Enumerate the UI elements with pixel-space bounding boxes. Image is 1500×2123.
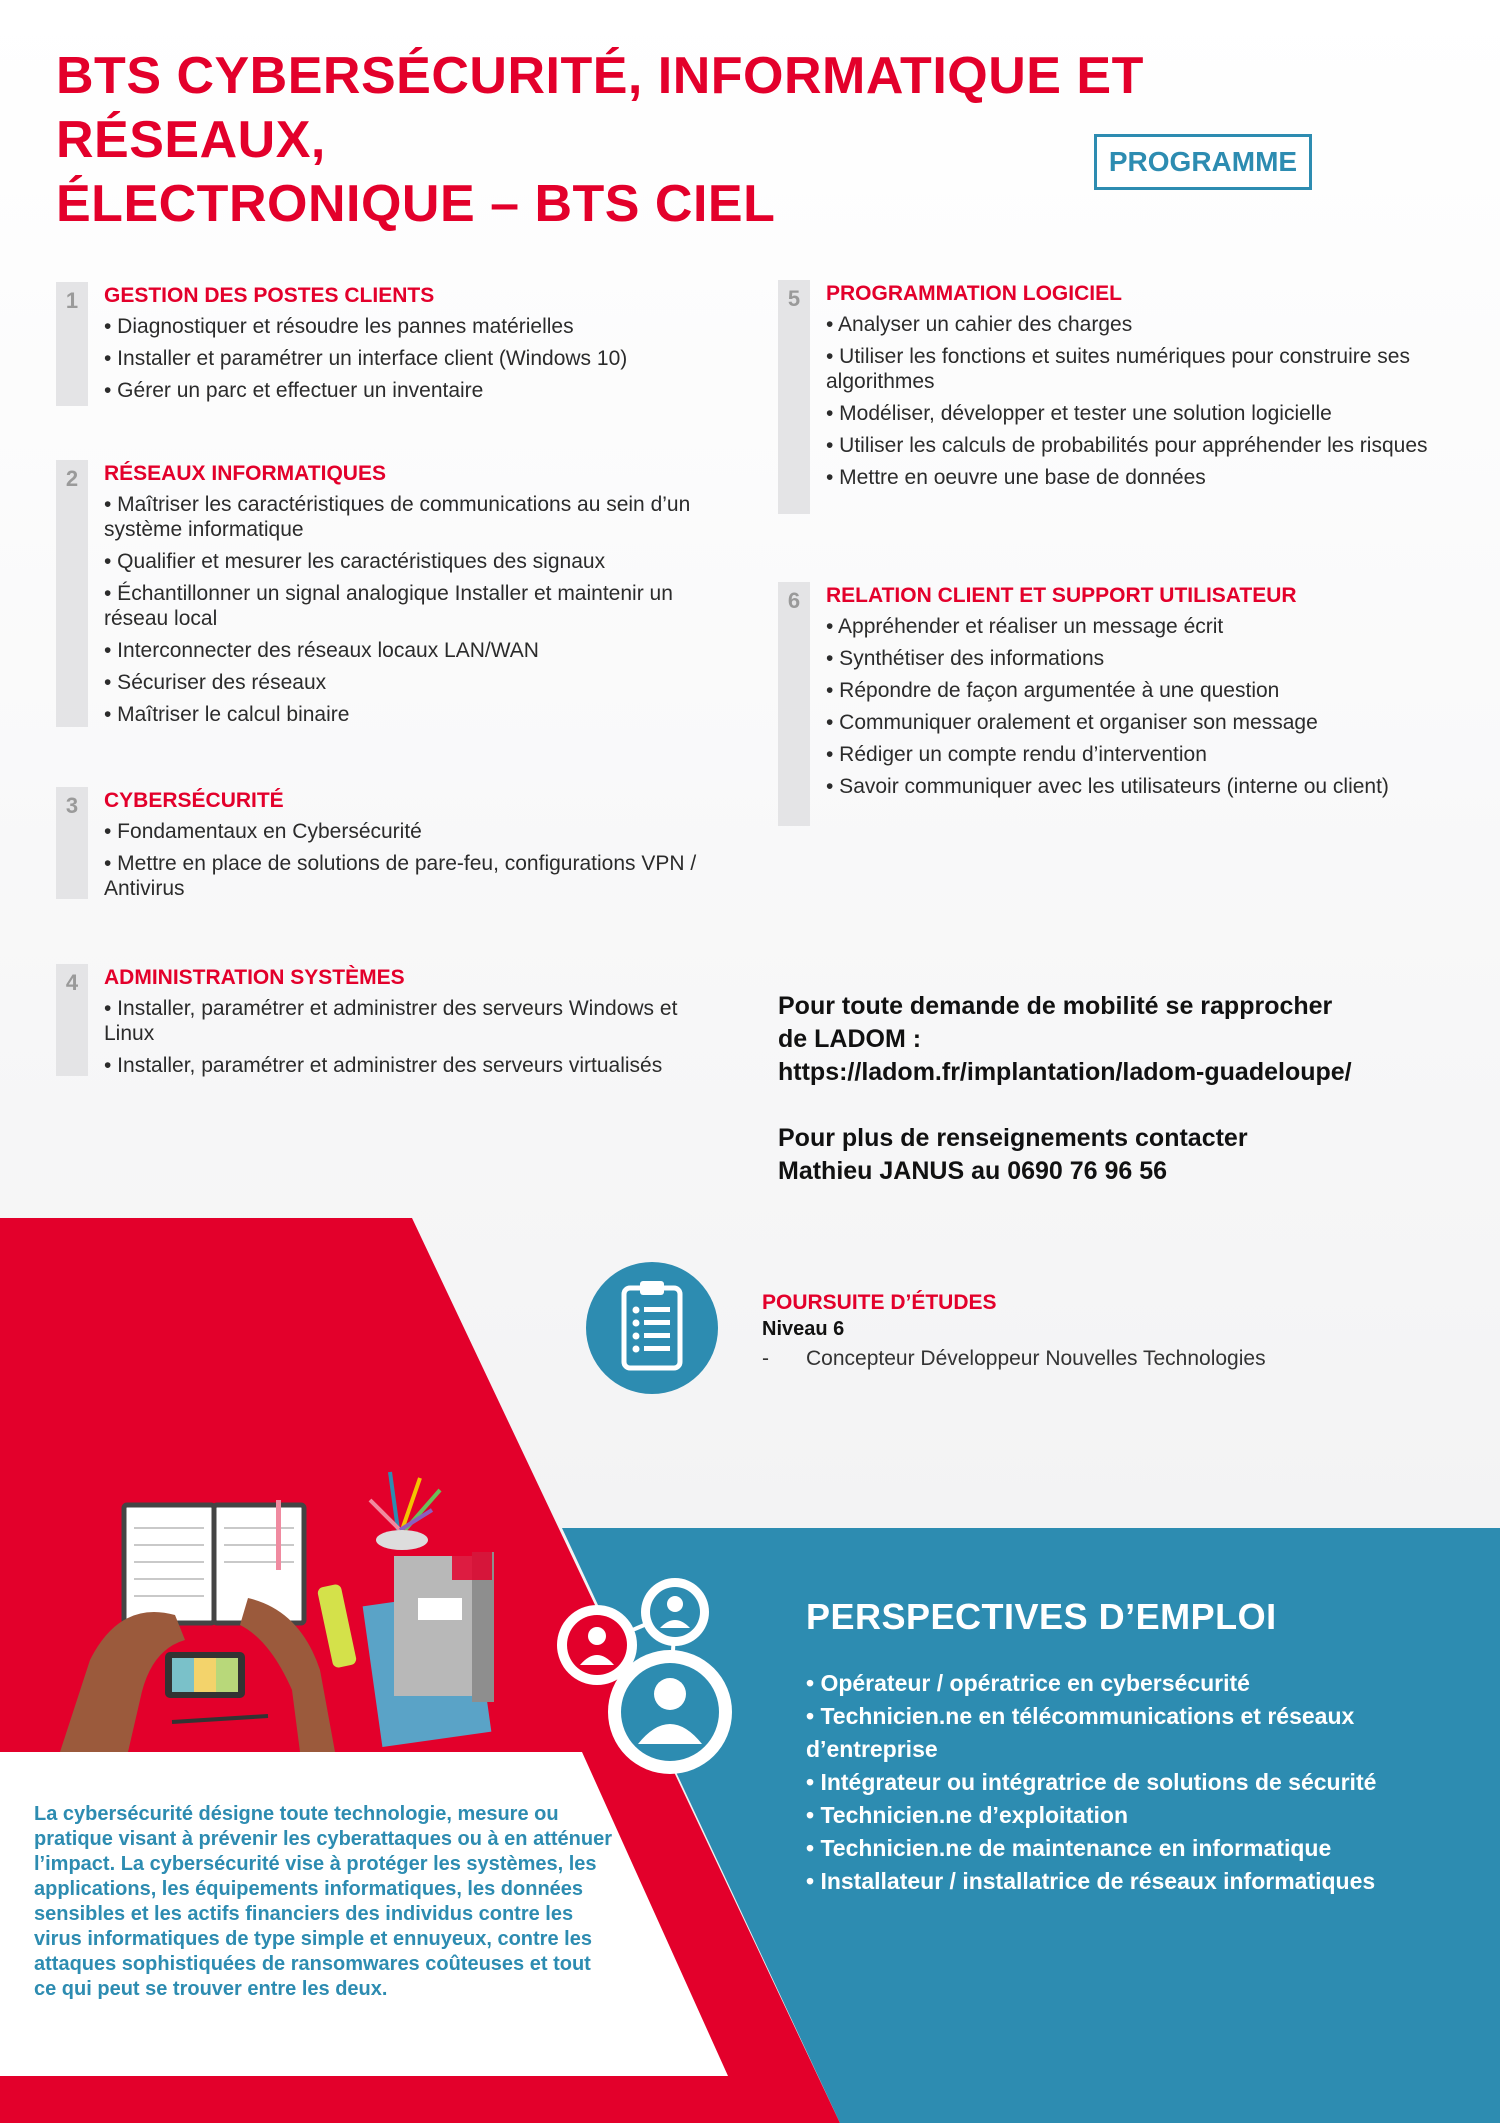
contact-block [778, 990, 1478, 1188]
section-item: • Fondamentaux en Cybersécurité [104, 820, 422, 843]
section-reseaux [56, 460, 726, 727]
cybersecurite-description: La cybersécurité désigne toute technologie, mesure ou pratique visant à prévenir les cyberattaques ou à en atténuer l’impact. La cybersécurité vise à protéger les systèmes, les applications, les équipements informatiques, les données sensibles et les actifs financiers des individus contre les virus informatiques de type simple et ennuyeux, contre les attaques sophistiquées de ransomwares coûteuses et tout ce qui peut se trouver entre les deux. [34, 1803, 612, 2000]
section-number: 2 [65, 466, 79, 491]
poursuite-level: Niveau 6 [762, 1318, 845, 1340]
perspective-item: • Technicien.ne en télécommunications et réseaux d’entreprise [806, 1703, 1355, 1762]
section-item: • Rédiger un compte rendu d’intervention [826, 743, 1207, 766]
section-title: PROGRAMMATION LOGICIEL [826, 282, 1122, 305]
perspective-item: • Technicien.ne d’exploitation [806, 1802, 1128, 1828]
section-number: 5 [787, 286, 801, 311]
section-item: • Mettre en oeuvre une base de données [826, 466, 1206, 489]
title-line-2: ÉLECTRONIQUE – BTS CIEL [56, 175, 776, 233]
poursuite-title: POURSUITE D’ÉTUDES [762, 1291, 997, 1314]
section-item: • Interconnecter des réseaux locaux LAN/WAN [104, 639, 539, 662]
perspective-item: • Installateur / installatrice de réseaux informatiques [806, 1868, 1376, 1894]
perspective-item: • Opérateur / opératrice en cybersécurité [806, 1670, 1250, 1696]
section-number: 4 [65, 970, 79, 995]
section-item: • Communiquer oralement et organiser son message [826, 711, 1318, 734]
section-item: • Appréhender et réaliser un message écrit [826, 615, 1224, 638]
section-item: • Gérer un parc et effectuer un inventaire [104, 379, 484, 402]
section-item: • Maîtriser le calcul binaire [104, 703, 350, 726]
section-item: • Sécuriser des réseaux [104, 671, 327, 694]
section-number: 3 [65, 793, 79, 818]
section-item: • Utiliser les calculs de probabilités pour appréhender les risques [826, 434, 1428, 457]
section-item: • Analyser un cahier des charges [826, 313, 1133, 336]
section-programmation [778, 280, 1448, 514]
section-title: RÉSEAUX INFORMATIQUES [104, 462, 386, 485]
section-item: • Utiliser les fonctions et suites numériques pour construire ses algorithmes [826, 345, 1410, 393]
mobility-line-2: de LADOM : [778, 1025, 922, 1053]
section-item: • Qualifier et mesurer les caractéristiques des signaux [104, 550, 606, 573]
perspectives-title: PERSPECTIVES D’EMPLOI [806, 1596, 1277, 1637]
perspective-item: • Technicien.ne de maintenance en informatique [806, 1835, 1332, 1861]
section-administration [56, 964, 726, 1076]
section-cybersecurite [56, 787, 726, 899]
section-item: • Modéliser, développer et tester une solution logicielle [826, 402, 1332, 425]
section-title: RELATION CLIENT ET SUPPORT UTILISATEUR [826, 584, 1297, 607]
section-item: • Synthétiser des informations [826, 647, 1105, 670]
section-title: GESTION DES POSTES CLIENTS [104, 284, 435, 307]
mobility-line-1: Pour toute demande de mobilité se rapprocher [778, 992, 1333, 1020]
section-item: • Maîtriser les caractéristiques de communications au sein d’un système informatique [104, 493, 691, 541]
section-item: • Répondre de façon argumentée à une question [826, 679, 1280, 702]
section-number-bar [778, 280, 810, 514]
title-line-1: BTS CYBERSÉCURITÉ, INFORMATIQUE ET RÉSEAUX, [56, 47, 1144, 169]
info-line-1: Pour plus de renseignements contacter [778, 1124, 1248, 1152]
programme-badge: PROGRAMME [1094, 134, 1312, 190]
section-item: • Installer, paramétrer et administrer des serveurs Windows et Linux [104, 997, 678, 1045]
section-number-bar [56, 460, 88, 727]
section-item: • Diagnostiquer et résoudre les pannes matérielles [104, 315, 574, 338]
perspectives-emploi [806, 1595, 1446, 1898]
ladom-link[interactable]: https://ladom.fr/implantation/ladom-guadeloupe/ [778, 1058, 1352, 1086]
section-number: 1 [65, 288, 79, 313]
section-item: • Installer, paramétrer et administrer des serveurs virtualisés [104, 1054, 663, 1077]
perspective-item: • Intégrateur ou intégratrice de solutions de sécurité [806, 1769, 1377, 1795]
poursuite-item-text: Concepteur Développeur Nouvelles Technologies [806, 1347, 1266, 1370]
section-item: • Installer et paramétrer un interface client (Windows 10) [104, 347, 628, 370]
poursuite-item [762, 1342, 1462, 1376]
section-relation-client [778, 582, 1448, 826]
section-item: • Savoir communiquer avec les utilisateurs (interne ou client) [826, 775, 1389, 798]
section-number-bar [778, 582, 810, 826]
section-title: ADMINISTRATION SYSTÈMES [104, 966, 405, 989]
section-item: • Mettre en place de solutions de pare-feu, configurations VPN / Antivirus [104, 852, 697, 900]
section-title: CYBERSÉCURITÉ [104, 789, 284, 812]
poursuite-dash: - [762, 1347, 769, 1370]
section-number: 6 [787, 588, 801, 613]
clipboard-checklist-icon [586, 1262, 718, 1394]
info-line-2: Mathieu JANUS au 0690 76 96 56 [778, 1157, 1168, 1185]
poursuite-etudes [762, 1290, 1462, 1376]
section-gestion-postes [56, 282, 726, 406]
section-item: • Échantillonner un signal analogique Installer et maintenir un réseau local [104, 582, 673, 630]
